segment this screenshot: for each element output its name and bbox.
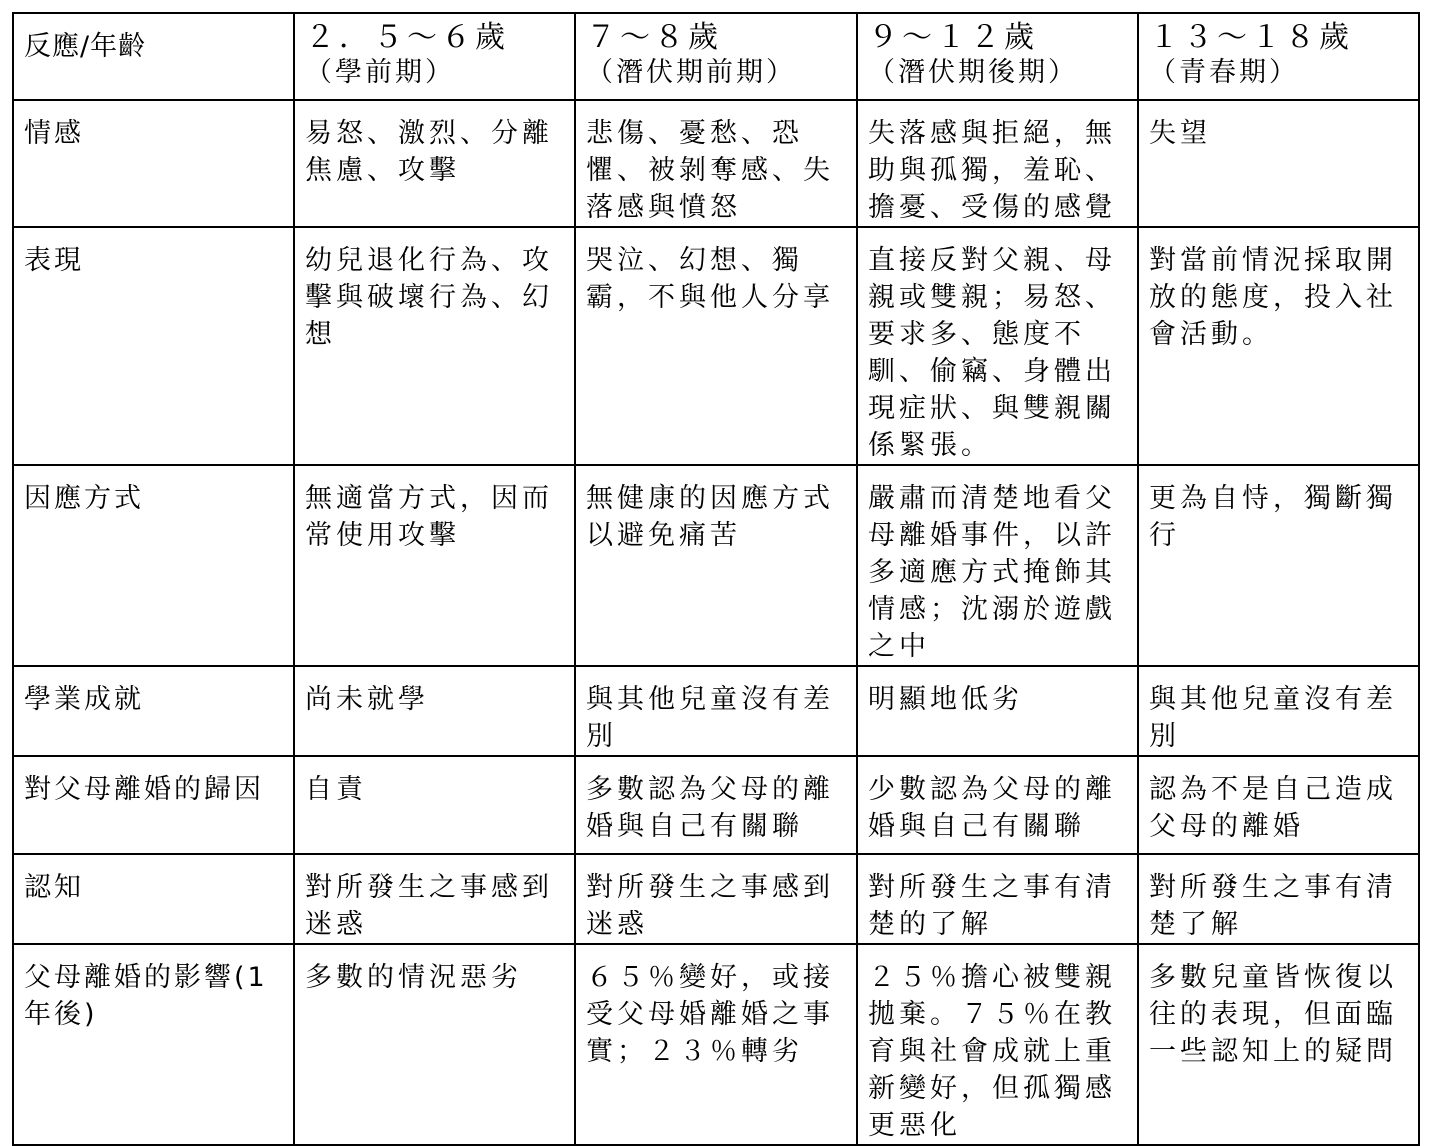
stage-name: （青春期） [1149, 57, 1299, 88]
table-cell: 無健康的因應方式以避免痛苦 [575, 465, 857, 666]
row-label: 情感 [13, 100, 294, 227]
header-row [13, 13, 1419, 100]
table-cell: 多數的情況惡劣 [294, 944, 575, 1145]
table-cell: 失落感與拒絕，無助與孤獨，羞恥、擔憂、受傷的感覺 [857, 100, 1138, 227]
table-row [13, 944, 1419, 1145]
table-cell: 自責 [294, 756, 575, 854]
table-cell: 明顯地低劣 [857, 666, 1138, 756]
table-cell: 對所發生之事感到迷惑 [575, 854, 857, 944]
table-cell: 失望 [1138, 100, 1419, 227]
header-corner-label: 反應/年齡 [13, 13, 294, 100]
table-cell: ２５％擔心被雙親拋棄。７５％在教育與社會成就上重新變好，但孤獨感更惡化 [857, 944, 1138, 1145]
row-label: 父母離婚的影響(1年後) [13, 944, 294, 1145]
row-label: 對父母離婚的歸因 [13, 756, 294, 854]
table-cell: 少數認為父母的離婚與自己有關聯 [857, 756, 1138, 854]
table-cell: 對所發生之事有清楚了解 [1138, 854, 1419, 944]
age-range: ９～１２歲 [868, 20, 1038, 55]
table-cell: 更為自恃，獨斷獨行 [1138, 465, 1419, 666]
table-cell: 嚴肅而清楚地看父母離婚事件，以許多適應方式掩飾其情感；沈溺於遊戲之中 [857, 465, 1138, 666]
table-row [13, 227, 1419, 465]
table-cell: 多數兒童皆恢復以往的表現，但面臨一些認知上的疑問 [1138, 944, 1419, 1145]
header-age-column [294, 13, 575, 100]
table-cell: 無適當方式，因而常使用攻擊 [294, 465, 575, 666]
stage-name: （潛伏期前期） [586, 57, 796, 88]
table-row [13, 756, 1419, 854]
table-row [13, 854, 1419, 944]
age-range: １３～１８歲 [1149, 20, 1353, 55]
table-cell: 與其他兒童沒有差別 [1138, 666, 1419, 756]
table-cell: ６５％變好，或接受父母婚離婚之事實；２３％轉劣 [575, 944, 857, 1145]
divorce-reaction-table [12, 12, 1420, 1146]
table-cell: 多數認為父母的離婚與自己有關聯 [575, 756, 857, 854]
stage-name: （學前期） [305, 57, 455, 88]
row-label: 認知 [13, 854, 294, 944]
stage-name: （潛伏期後期） [868, 57, 1078, 88]
row-label: 因應方式 [13, 465, 294, 666]
age-range: ７～８歲 [586, 20, 722, 55]
table-cell: 對所發生之事感到迷惑 [294, 854, 575, 944]
header-age-column [1138, 13, 1419, 100]
table-cell: 對當前情況採取開放的態度，投入社會活動。 [1138, 227, 1419, 465]
table-cell: 幼兒退化行為、攻擊與破壞行為、幻想 [294, 227, 575, 465]
table-cell: 認為不是自己造成父母的離婚 [1138, 756, 1419, 854]
age-range: ２．５～６歲 [305, 20, 509, 55]
row-label: 學業成就 [13, 666, 294, 756]
table-cell: 悲傷、憂愁、恐懼、被剝奪感、失落感與憤怒 [575, 100, 857, 227]
row-label: 表現 [13, 227, 294, 465]
table-cell: 直接反對父親、母親或雙親；易怒、要求多、態度不馴、偷竊、身體出現症狀、與雙親關係緊張。 [857, 227, 1138, 465]
table-row [13, 100, 1419, 227]
table-row [13, 465, 1419, 666]
table-cell: 尚未就學 [294, 666, 575, 756]
table-cell: 與其他兒童沒有差別 [575, 666, 857, 756]
table-cell: 對所發生之事有清楚的了解 [857, 854, 1138, 944]
table-cell: 易怒、激烈、分離焦慮、攻擊 [294, 100, 575, 227]
table-cell: 哭泣、幻想、獨霸，不與他人分享 [575, 227, 857, 465]
header-age-column [857, 13, 1138, 100]
header-age-column [575, 13, 857, 100]
table-row [13, 666, 1419, 756]
